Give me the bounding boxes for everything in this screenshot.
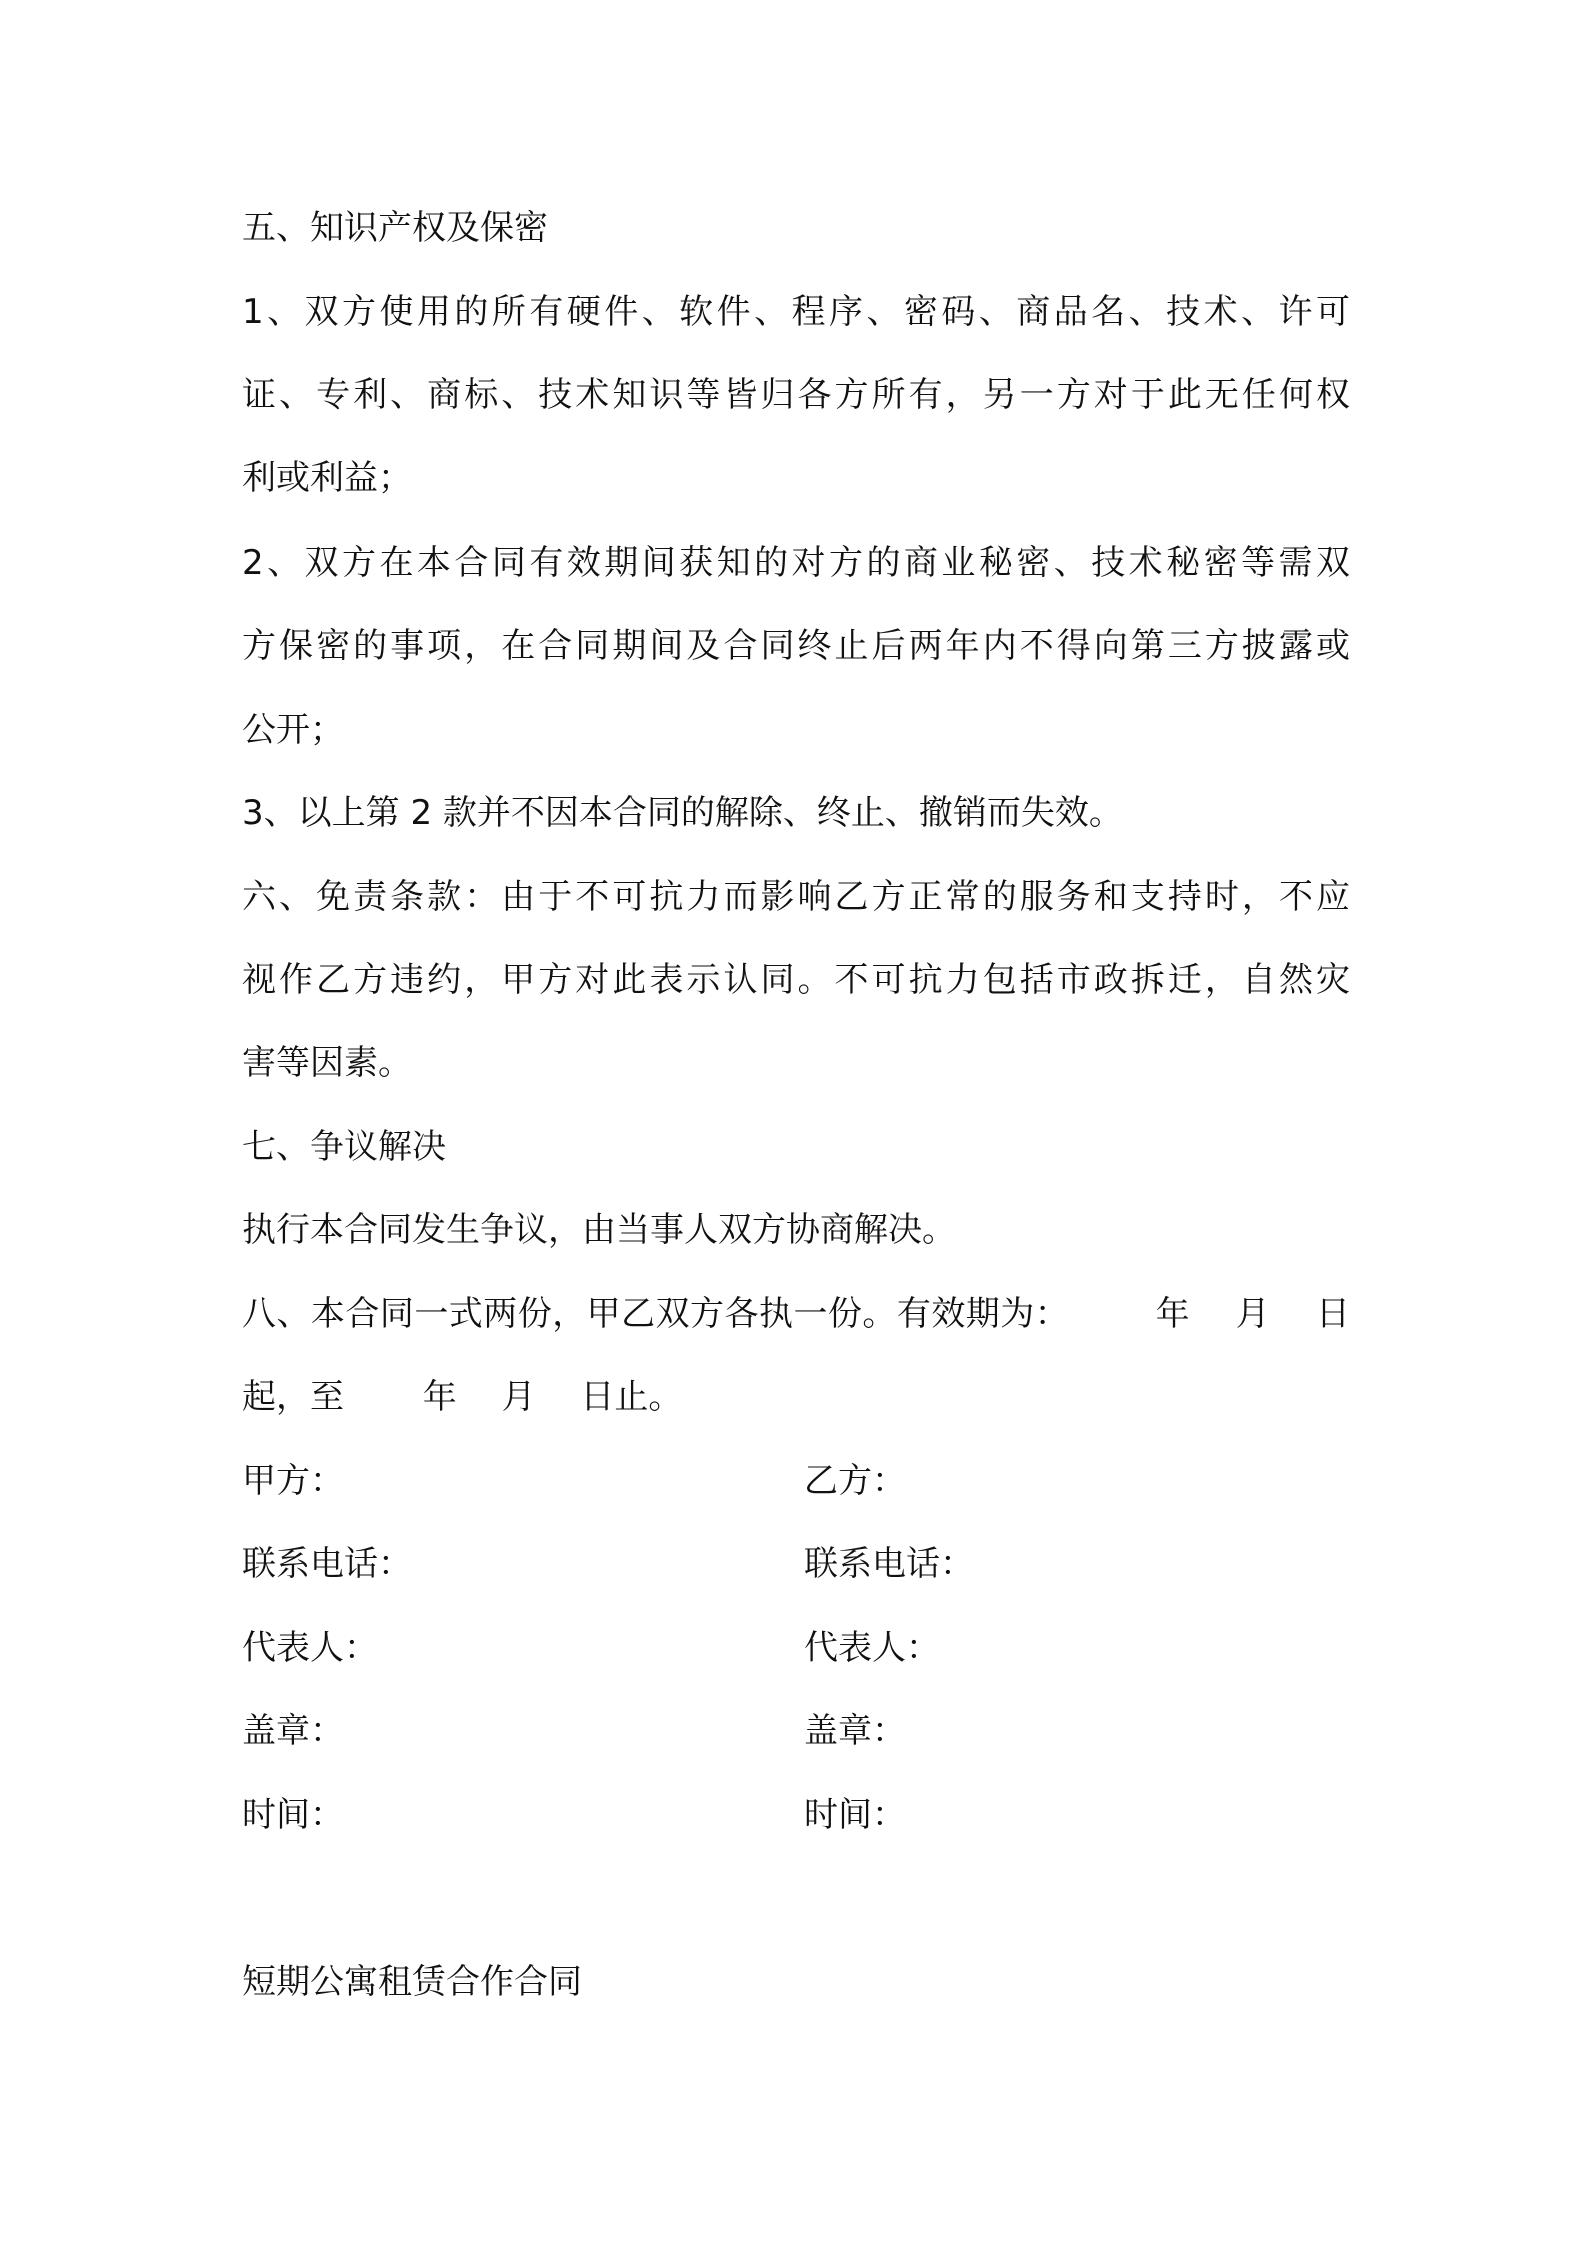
section-5-item-1-line-1: 1、双方使用的所有硬件、软件、程序、密码、商品名、技术、许可 bbox=[242, 292, 1350, 332]
party-a-representative-label: 代表人： bbox=[242, 1628, 378, 1668]
section-5-item-2-line-2: 方保密的事项，在合同期间及合同终止后两年内不得向第三方披露或 bbox=[242, 626, 1350, 666]
party-b-label: 乙方： bbox=[804, 1461, 906, 1501]
signature-row-representative bbox=[242, 1628, 1350, 1668]
section-5-item-2-line-1: 2、双方在本合同有效期间获知的对方的商业秘密、技术秘密等需双 bbox=[242, 543, 1350, 583]
section-6-line-1: 六、免责条款：由于不可抗力而影响乙方正常的服务和支持时，不应 bbox=[242, 877, 1350, 917]
signature-row-time bbox=[242, 1795, 1350, 1835]
party-a-time-label: 时间： bbox=[242, 1795, 344, 1835]
party-a-label: 甲方： bbox=[242, 1461, 344, 1501]
section-5-item-1-line-3: 利或利益； bbox=[242, 458, 412, 498]
section-7-body: 执行本合同发生争议，由当事人双方协商解决。 bbox=[242, 1210, 956, 1250]
signature-row-party bbox=[242, 1461, 1350, 1501]
section-8-line-1: 八、本合同一式两份，甲乙双方各执一份。有效期为： 年 月 日 bbox=[242, 1294, 1350, 1334]
party-b-representative-label: 代表人： bbox=[804, 1628, 940, 1668]
section-7-heading: 七、争议解决 bbox=[242, 1127, 446, 1167]
party-b-time-label: 时间： bbox=[804, 1795, 906, 1835]
section-5-item-1-line-2: 证、专利、商标、技术知识等皆归各方所有，另一方对于此无任何权 bbox=[242, 375, 1350, 415]
party-a-seal-label: 盖章： bbox=[242, 1711, 344, 1751]
party-a-phone-label: 联系电话： bbox=[242, 1544, 412, 1584]
section-5-item-2-line-3: 公开； bbox=[242, 710, 344, 750]
section-6-line-2: 视作乙方违约，甲方对此表示认同。不可抗力包括市政拆迁，自然灾 bbox=[242, 960, 1350, 1000]
party-b-phone-label: 联系电话： bbox=[804, 1544, 974, 1584]
party-b-seal-label: 盖章： bbox=[804, 1711, 906, 1751]
next-document-title: 短期公寓租赁合作合同 bbox=[242, 1962, 582, 2002]
section-6-line-3: 害等因素。 bbox=[242, 1043, 412, 1083]
section-5-heading: 五、知识产权及保密 bbox=[242, 208, 548, 248]
signature-row-phone bbox=[242, 1544, 1350, 1584]
section-5-item-3: 3、以上第 2 款并不因本合同的解除、终止、撤销而失效。 bbox=[242, 793, 1123, 833]
signature-row-seal bbox=[242, 1711, 1350, 1751]
section-8-line-2: 起，至 年 月 日止。 bbox=[242, 1377, 683, 1417]
